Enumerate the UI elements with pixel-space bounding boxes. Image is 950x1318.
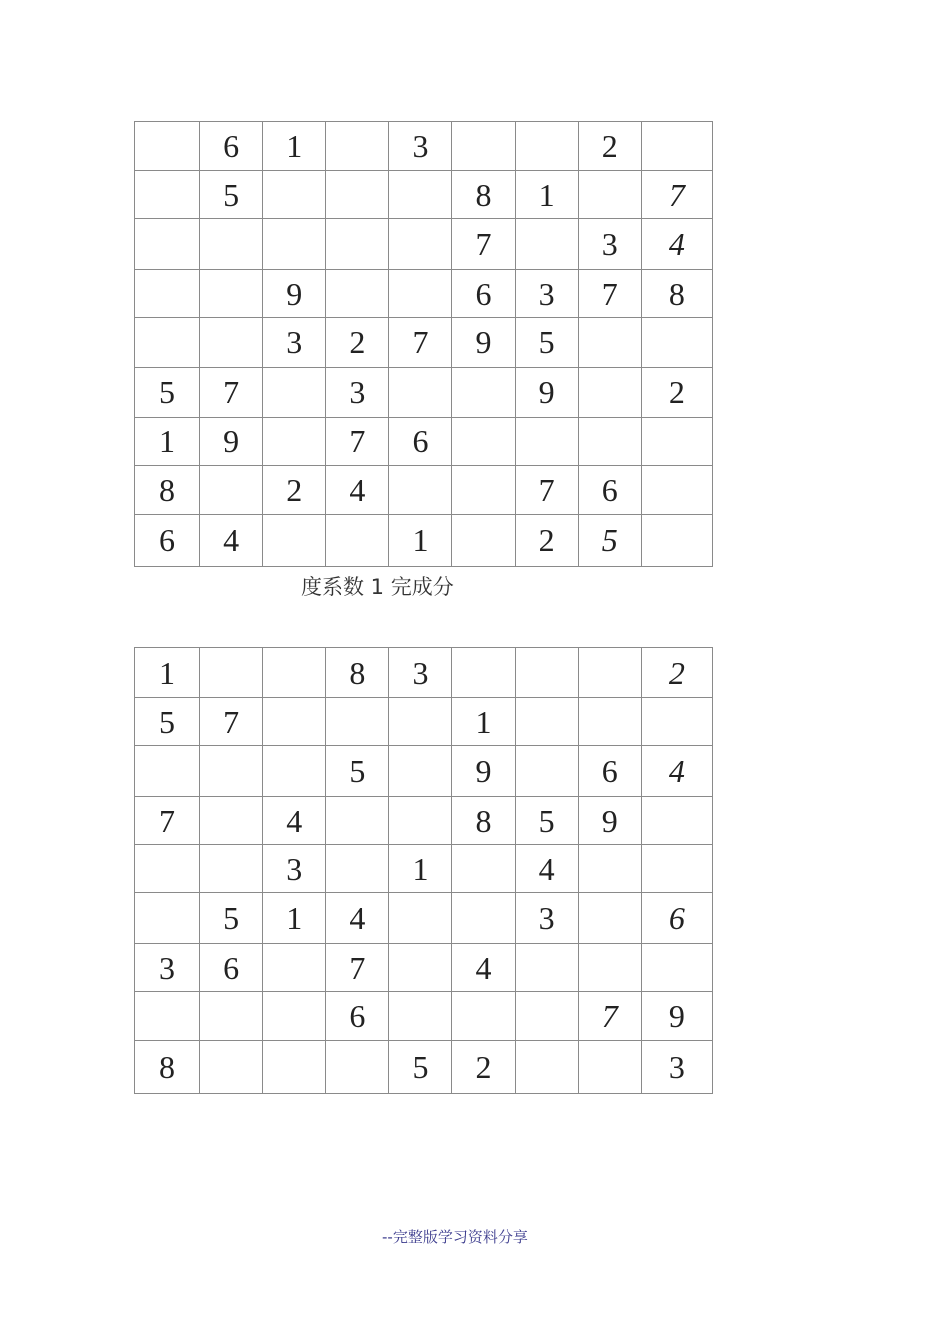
sudoku-cell: 6 <box>641 893 712 944</box>
sudoku-cell: 2 <box>641 648 712 698</box>
grid-row <box>135 698 713 746</box>
sudoku-cell <box>389 367 452 417</box>
grid-row <box>135 944 713 992</box>
sudoku-cell: 5 <box>515 318 578 367</box>
sudoku-cell <box>135 171 200 219</box>
sudoku-cell <box>200 1041 263 1094</box>
footer-note: --完整版学习资料分享 <box>382 1228 528 1246</box>
sudoku-cell: 9 <box>452 318 515 367</box>
grid-row <box>135 417 713 465</box>
grid-row <box>135 797 713 845</box>
sudoku-cell <box>200 746 263 797</box>
sudoku-cell <box>200 797 263 845</box>
sudoku-cell: 3 <box>263 845 326 893</box>
sudoku-cell <box>578 367 641 417</box>
sudoku-cell <box>263 367 326 417</box>
sudoku-cell: 7 <box>641 171 712 219</box>
sudoku-cell: 3 <box>389 122 452 171</box>
sudoku-cell <box>515 648 578 698</box>
sudoku-cell <box>135 845 200 893</box>
sudoku-cell <box>326 1041 389 1094</box>
sudoku-cell <box>135 270 200 318</box>
sudoku-cell <box>389 465 452 514</box>
sudoku-cell: 7 <box>326 944 389 992</box>
sudoku-cell <box>135 318 200 367</box>
sudoku-cell: 3 <box>135 944 200 992</box>
sudoku-cell: 5 <box>135 698 200 746</box>
sudoku-cell <box>452 992 515 1041</box>
sudoku-cell <box>578 417 641 465</box>
sudoku-cell: 4 <box>515 845 578 893</box>
sudoku-cell <box>200 845 263 893</box>
sudoku-cell: 7 <box>578 270 641 318</box>
sudoku-cell: 3 <box>326 367 389 417</box>
sudoku-cell <box>263 746 326 797</box>
sudoku-cell <box>326 171 389 219</box>
sudoku-cell <box>515 1041 578 1094</box>
sudoku-cell: 6 <box>326 992 389 1041</box>
sudoku-cell: 6 <box>389 417 452 465</box>
sudoku-cell <box>578 944 641 992</box>
sudoku-cell <box>452 845 515 893</box>
sudoku-cell: 1 <box>515 171 578 219</box>
sudoku-cell <box>515 122 578 171</box>
sudoku-cell: 4 <box>641 219 712 270</box>
sudoku-cell <box>389 992 452 1041</box>
grid-row <box>135 514 713 566</box>
grid-row <box>135 318 713 367</box>
sudoku-cell <box>389 171 452 219</box>
sudoku-cell <box>452 465 515 514</box>
sudoku-cell: 1 <box>452 698 515 746</box>
sudoku-cell: 7 <box>326 417 389 465</box>
sudoku-cell: 5 <box>578 514 641 566</box>
sudoku-cell <box>641 797 712 845</box>
sudoku-cell <box>200 465 263 514</box>
sudoku-cell <box>515 417 578 465</box>
sudoku-cell: 3 <box>578 219 641 270</box>
sudoku-cell: 8 <box>135 1041 200 1094</box>
grid-row <box>135 270 713 318</box>
grid-row <box>135 992 713 1041</box>
sudoku-cell: 7 <box>389 318 452 367</box>
sudoku-cell <box>326 698 389 746</box>
grid-row <box>135 893 713 944</box>
grid-row <box>135 367 713 417</box>
sudoku-cell: 8 <box>641 270 712 318</box>
sudoku-cell <box>641 122 712 171</box>
sudoku-cell: 2 <box>326 318 389 367</box>
sudoku-cell: 2 <box>641 367 712 417</box>
sudoku-cell: 8 <box>135 465 200 514</box>
sudoku-cell <box>578 1041 641 1094</box>
sudoku-cell <box>452 514 515 566</box>
sudoku-cell <box>135 122 200 171</box>
sudoku-cell <box>578 648 641 698</box>
sudoku-cell <box>515 219 578 270</box>
sudoku-cell: 8 <box>326 648 389 698</box>
sudoku-cell <box>641 417 712 465</box>
sudoku-cell <box>515 944 578 992</box>
sudoku-cell <box>389 797 452 845</box>
sudoku-cell: 4 <box>326 465 389 514</box>
sudoku-cell: 1 <box>389 514 452 566</box>
difficulty-caption: 度系数 1 完成分 <box>301 575 454 599</box>
sudoku-cell <box>200 318 263 367</box>
sudoku-cell: 1 <box>135 648 200 698</box>
sudoku-cell <box>326 514 389 566</box>
sudoku-cell <box>263 417 326 465</box>
sudoku-cell: 8 <box>452 171 515 219</box>
sudoku-cell <box>200 992 263 1041</box>
sudoku-cell: 8 <box>452 797 515 845</box>
sudoku-cell <box>263 698 326 746</box>
grid-row <box>135 746 713 797</box>
grid-row <box>135 648 713 698</box>
sudoku-cell <box>641 698 712 746</box>
sudoku-cell: 7 <box>200 367 263 417</box>
sudoku-cell <box>263 171 326 219</box>
sudoku-cell: 3 <box>515 893 578 944</box>
sudoku-cell: 7 <box>135 797 200 845</box>
sudoku-cell: 1 <box>263 122 326 171</box>
sudoku-cell: 4 <box>641 746 712 797</box>
sudoku-cell <box>452 893 515 944</box>
sudoku-cell <box>326 122 389 171</box>
sudoku-cell: 3 <box>515 270 578 318</box>
sudoku-cell: 5 <box>200 171 263 219</box>
sudoku-cell <box>263 992 326 1041</box>
sudoku-cell <box>515 746 578 797</box>
sudoku-cell <box>452 417 515 465</box>
sudoku-cell <box>578 171 641 219</box>
grid-row <box>135 1041 713 1094</box>
sudoku-cell <box>200 219 263 270</box>
sudoku-cell <box>452 648 515 698</box>
sudoku-cell <box>135 893 200 944</box>
sudoku-grid-2 <box>134 647 713 1094</box>
sudoku-cell <box>263 514 326 566</box>
sudoku-cell: 2 <box>515 514 578 566</box>
sudoku-cell <box>263 1041 326 1094</box>
sudoku-cell: 4 <box>263 797 326 845</box>
sudoku-cell <box>578 318 641 367</box>
sudoku-cell <box>389 219 452 270</box>
sudoku-cell <box>263 944 326 992</box>
sudoku-cell <box>135 746 200 797</box>
grid-row <box>135 845 713 893</box>
sudoku-cell <box>641 318 712 367</box>
sudoku-cell: 9 <box>515 367 578 417</box>
sudoku-cell: 9 <box>641 992 712 1041</box>
sudoku-cell <box>326 797 389 845</box>
sudoku-cell: 6 <box>200 122 263 171</box>
sudoku-cell: 9 <box>578 797 641 845</box>
sudoku-cell <box>452 367 515 417</box>
sudoku-cell <box>326 219 389 270</box>
sudoku-cell <box>263 648 326 698</box>
sudoku-cell <box>578 893 641 944</box>
sudoku-cell: 7 <box>578 992 641 1041</box>
sudoku-cell <box>389 746 452 797</box>
sudoku-cell <box>578 698 641 746</box>
sudoku-cell <box>135 992 200 1041</box>
sudoku-cell <box>326 270 389 318</box>
sudoku-cell: 9 <box>452 746 515 797</box>
sudoku-cell <box>389 893 452 944</box>
sudoku-cell <box>200 648 263 698</box>
sudoku-cell: 2 <box>578 122 641 171</box>
sudoku-cell: 9 <box>263 270 326 318</box>
sudoku-cell <box>641 514 712 566</box>
sudoku-cell: 9 <box>200 417 263 465</box>
grid-row <box>135 219 713 270</box>
sudoku-cell <box>200 270 263 318</box>
sudoku-cell <box>389 270 452 318</box>
sudoku-grid-1 <box>134 121 713 567</box>
sudoku-cell: 4 <box>452 944 515 992</box>
sudoku-cell: 3 <box>263 318 326 367</box>
sudoku-cell: 5 <box>135 367 200 417</box>
sudoku-cell: 6 <box>578 746 641 797</box>
sudoku-cell: 7 <box>515 465 578 514</box>
grid-row <box>135 171 713 219</box>
sudoku-cell <box>452 122 515 171</box>
sudoku-cell: 2 <box>452 1041 515 1094</box>
sudoku-cell: 6 <box>135 514 200 566</box>
sudoku-cell: 4 <box>326 893 389 944</box>
sudoku-cell: 7 <box>452 219 515 270</box>
sudoku-cell: 3 <box>389 648 452 698</box>
sudoku-cell: 4 <box>200 514 263 566</box>
sudoku-cell <box>389 698 452 746</box>
sudoku-cell <box>135 219 200 270</box>
sudoku-cell: 5 <box>515 797 578 845</box>
sudoku-cell: 6 <box>452 270 515 318</box>
grid-row <box>135 122 713 171</box>
sudoku-cell: 1 <box>135 417 200 465</box>
sudoku-cell: 5 <box>326 746 389 797</box>
sudoku-cell <box>263 219 326 270</box>
sudoku-cell: 5 <box>389 1041 452 1094</box>
sudoku-cell <box>515 992 578 1041</box>
sudoku-cell <box>641 944 712 992</box>
sudoku-cell: 6 <box>578 465 641 514</box>
sudoku-cell <box>326 845 389 893</box>
sudoku-cell: 2 <box>263 465 326 514</box>
sudoku-cell <box>515 698 578 746</box>
grid-row <box>135 465 713 514</box>
sudoku-cell: 1 <box>263 893 326 944</box>
sudoku-cell <box>389 944 452 992</box>
sudoku-cell <box>578 845 641 893</box>
sudoku-cell: 5 <box>200 893 263 944</box>
sudoku-cell: 7 <box>200 698 263 746</box>
sudoku-cell: 6 <box>200 944 263 992</box>
sudoku-cell: 3 <box>641 1041 712 1094</box>
sudoku-cell <box>641 465 712 514</box>
sudoku-cell: 1 <box>389 845 452 893</box>
sudoku-cell <box>641 845 712 893</box>
